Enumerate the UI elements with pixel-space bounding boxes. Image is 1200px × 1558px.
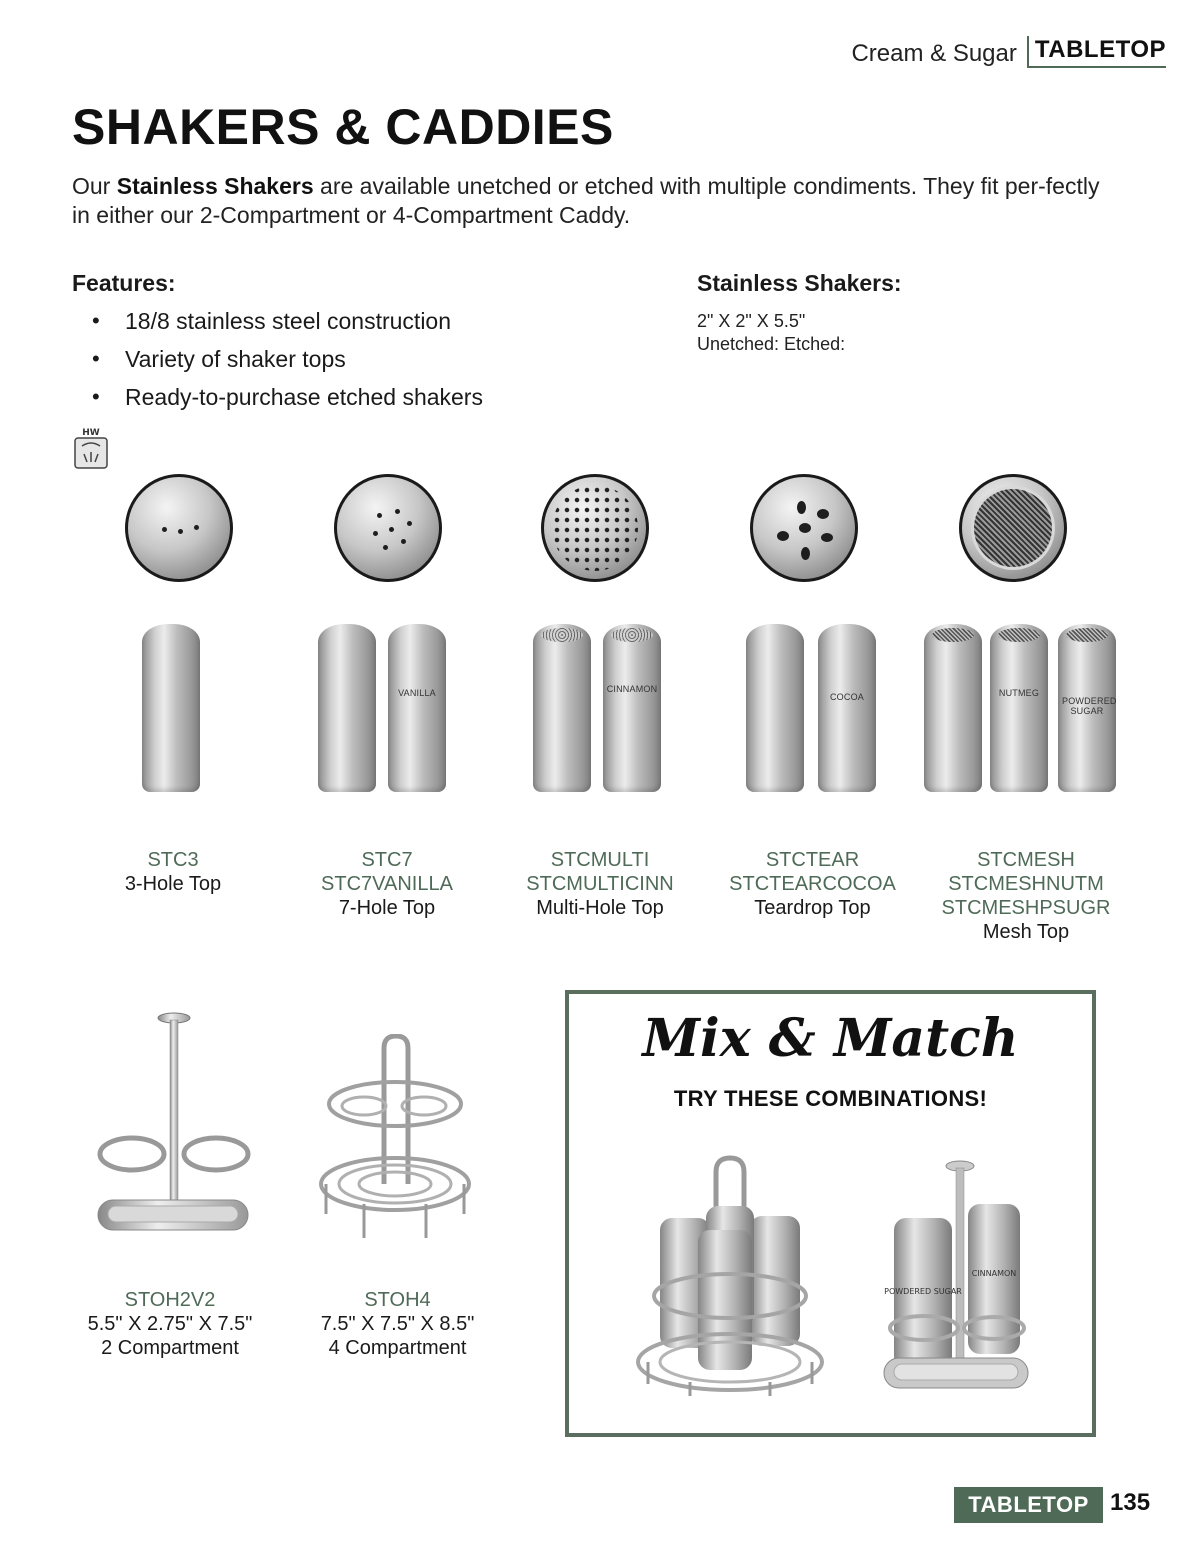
product-caption-stcmesh <box>926 848 1126 944</box>
top-type: 3-Hole Top <box>124 873 222 895</box>
mesh-top-closeup <box>959 474 1067 582</box>
hw-icon-label: HW <box>82 428 100 438</box>
etch-label: COCOA <box>829 692 864 702</box>
shaker-stcmesh <box>924 624 982 792</box>
shaker-dimensions: 2" X 2" X 5.5" <box>697 311 806 331</box>
multi-hole-top-closeup <box>541 474 649 582</box>
shaker-etch-labels: Unetched: Etched: <box>697 334 846 354</box>
features-heading: Features: <box>72 270 176 296</box>
sku: STCMULTICINN <box>526 873 674 895</box>
intro-paragraph <box>72 172 1122 230</box>
caddy-2-compartment-image <box>92 1008 252 1240</box>
shaker-stcmulti <box>533 624 591 792</box>
mix-match-title: Mix & Match <box>642 1008 1019 1069</box>
sku: STC7 <box>361 849 413 871</box>
caddy-dimensions: 7.5" X 7.5" X 8.5" <box>320 1313 475 1335</box>
product-caption-stcmulti <box>505 848 695 920</box>
mix-match-subtitle: TRY THESE COMBINATIONS! <box>673 1086 988 1111</box>
teardrop-top-closeup <box>750 474 858 582</box>
features-list <box>92 305 483 419</box>
sku: STC7VANILLA <box>321 873 453 895</box>
sku: STOH4 <box>364 1289 431 1311</box>
combo-2-compartment-image <box>880 1156 1030 1396</box>
sku: STCMESH <box>977 849 1075 871</box>
top-type: Mesh Top <box>982 921 1070 943</box>
shaker-stctear <box>746 624 804 792</box>
stainless-shakers-heading: Stainless Shakers: <box>697 270 902 296</box>
shaker-stc3 <box>142 624 200 792</box>
etch-label: NUTMEG <box>998 688 1040 698</box>
product-caption-stctear <box>715 848 910 920</box>
top-type: Teardrop Top <box>754 897 871 919</box>
product-caption-stc3 <box>88 848 258 896</box>
etch-label: POWDERED SUGAR <box>1062 696 1117 716</box>
sku: STCTEARCOCOA <box>729 873 896 895</box>
seven-hole-top-closeup <box>334 474 442 582</box>
page-number: 135 <box>1110 1489 1151 1516</box>
intro-bold: Stainless Shakers <box>116 173 314 199</box>
section-label: Cream & Sugar <box>851 40 1017 67</box>
etch-label: VANILLA <box>398 688 436 698</box>
shaker-stc7 <box>318 624 376 792</box>
caddy-caption-stoh2v2 <box>80 1288 260 1360</box>
sku: STCTEAR <box>765 849 860 871</box>
shaker-stcmeshpsugr <box>1058 624 1116 792</box>
top-type: Multi-Hole Top <box>536 897 664 919</box>
caddy-4-compartment-image <box>314 1034 476 1244</box>
sku: STCMESHPSUGR <box>941 897 1111 919</box>
page-title: SHAKERS & CADDIES <box>72 99 614 155</box>
sku: STCMESHNUTM <box>948 873 1104 895</box>
page-header <box>851 36 1166 68</box>
combo-etch-powdered-sugar: POWDERED SUGAR <box>884 1287 962 1296</box>
caddy-description: 4 Compartment <box>328 1337 467 1359</box>
caddy-dimensions: 5.5" X 2.75" X 7.5" <box>87 1313 253 1335</box>
shaker-stc7vanilla <box>388 624 446 792</box>
combo-etch-cinnamon: CINNAMON <box>971 1269 1017 1278</box>
intro-pre: Our <box>72 173 117 199</box>
sku: STCMULTI <box>550 849 650 871</box>
caddy-description: 2 Compartment <box>101 1337 239 1359</box>
sku: STOH2V2 <box>124 1289 216 1311</box>
footer-tab: TABLETOP <box>954 1487 1103 1523</box>
shaker-spec <box>697 310 845 356</box>
feature-item: • Ready-to-purchase etched shakers <box>92 381 483 419</box>
combo-4-compartment-image <box>630 1150 830 1400</box>
feature-item: • 18/8 stainless steel construction <box>92 305 483 343</box>
shaker-stctearcocoa <box>818 624 876 792</box>
shaker-stcmeshnutm <box>990 624 1048 792</box>
intro-post: are available unetched or etched with multiple condiments. They fit per-fectly in either our 2-Compartment or 4-Compartment Caddy. <box>72 173 1100 228</box>
feature-item: • Variety of shaker tops <box>92 343 483 381</box>
sku: STC3 <box>147 849 199 871</box>
header-tab: TABLETOP <box>1027 36 1166 68</box>
three-hole-top-closeup <box>125 474 233 582</box>
shaker-stcmulticinn <box>603 624 661 792</box>
etch-label: CINNAMON <box>606 684 658 694</box>
caddy-caption-stoh4 <box>305 1288 490 1360</box>
product-caption-stc7 <box>297 848 477 920</box>
top-type: 7-Hole Top <box>338 897 436 919</box>
dishwasher-safe-icon <box>72 426 110 470</box>
